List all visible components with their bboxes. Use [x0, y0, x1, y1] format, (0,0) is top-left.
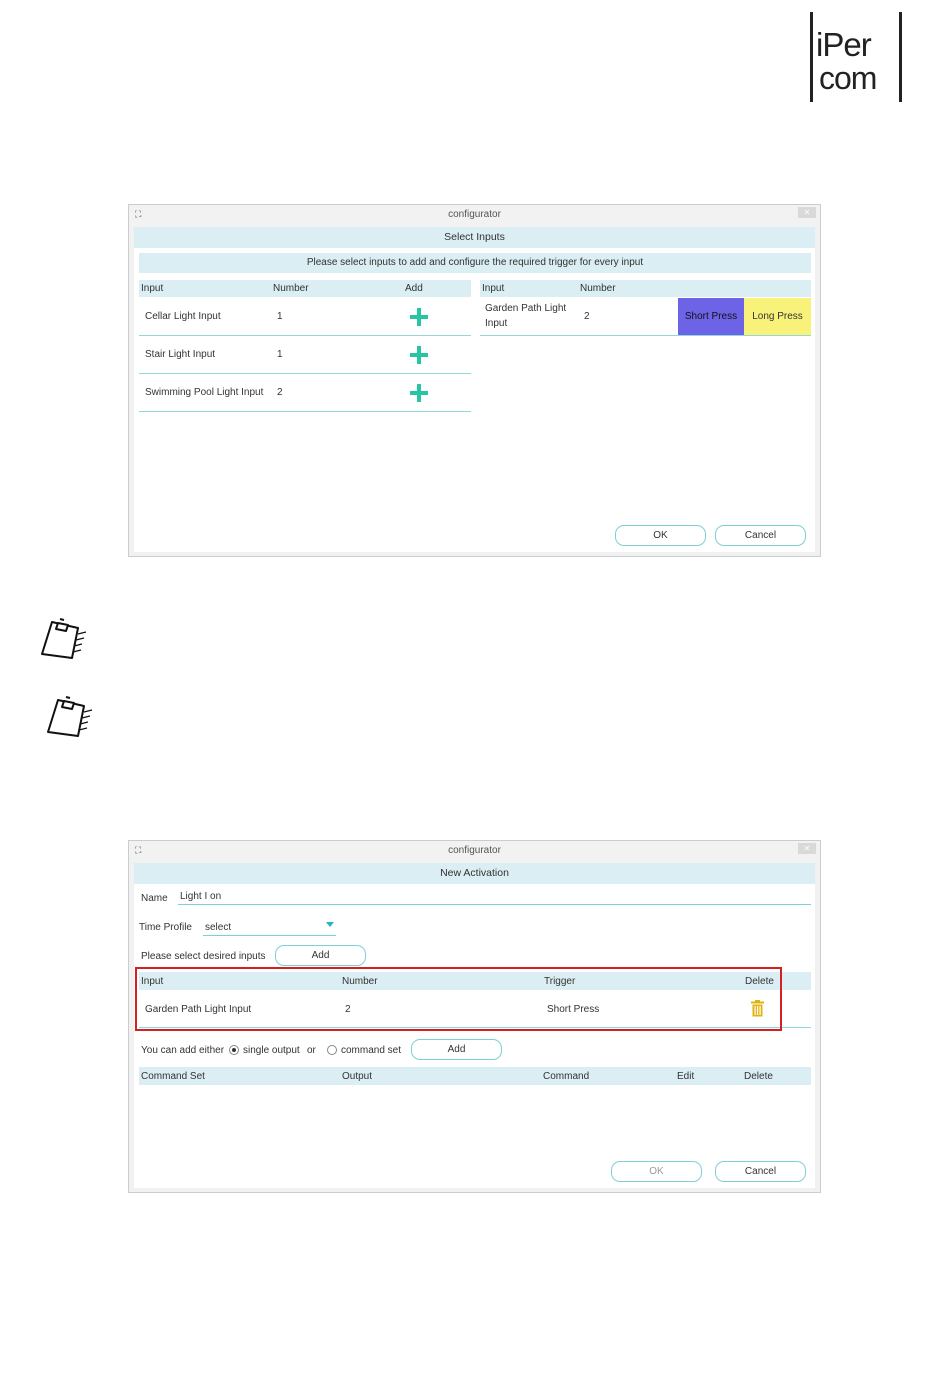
time-profile-value: select — [205, 922, 232, 933]
instruction-text: Please select inputs to add and configure the required trigger for every input — [306, 257, 644, 268]
column-command-set: Command Set — [141, 1071, 205, 1082]
short-press-label: Short Press — [684, 311, 738, 322]
column-add: Add — [405, 283, 423, 294]
new-activation-window — [128, 840, 821, 1193]
available-inputs-header — [139, 280, 471, 297]
long-press-label: Long Press — [752, 311, 803, 322]
logo-right-bar — [899, 12, 902, 102]
window-titlebar — [129, 841, 820, 863]
single-output-label: single output — [243, 1045, 300, 1056]
add-inputs-button[interactable]: Add — [275, 945, 366, 966]
input-name: Cellar Light Input — [145, 311, 221, 322]
row-divider — [480, 335, 811, 336]
input-number: 1 — [277, 349, 283, 360]
window-title: configurator — [448, 845, 501, 856]
app-icon: ⛶ — [135, 845, 142, 855]
name-field[interactable] — [178, 889, 811, 905]
or-label: or — [307, 1045, 316, 1056]
add-input-icon[interactable] — [410, 308, 428, 326]
short-press-button[interactable] — [678, 298, 744, 335]
input-name: Stair Light Input — [145, 349, 216, 360]
column-delete: Delete — [744, 1071, 773, 1082]
add-either-label: You can add either — [141, 1045, 225, 1056]
name-value: Light I on — [180, 891, 222, 902]
notepad-icon — [44, 692, 100, 740]
close-icon[interactable]: ✕ — [798, 843, 816, 854]
select-inputs-label: Please select desired inputs — [141, 951, 266, 962]
row-divider — [139, 411, 471, 412]
instruction-bar — [139, 253, 811, 273]
input-number: 2 — [277, 387, 283, 398]
dialog-content — [134, 227, 815, 552]
ipercom-logo — [808, 10, 904, 105]
single-output-radio[interactable] — [229, 1045, 239, 1055]
command-set-label: command set — [341, 1045, 402, 1056]
name-label: Name — [141, 893, 168, 904]
logo-text-line1: iPer — [816, 26, 871, 63]
logo-text-line2: com — [819, 60, 877, 96]
input-name-line2: Input — [485, 318, 508, 329]
ok-button[interactable]: OK — [611, 1161, 702, 1182]
selected-inputs-header — [480, 280, 811, 297]
add-input-icon[interactable] — [410, 384, 428, 402]
table-row — [139, 374, 471, 412]
selected-input-row — [480, 298, 811, 336]
commands-table-header — [139, 1067, 811, 1085]
column-number: Number — [273, 283, 309, 294]
app-icon: ⛶ — [135, 209, 142, 219]
radio-dot — [232, 1048, 236, 1052]
input-name-line1: Garden Path Light — [485, 303, 567, 314]
column-edit: Edit — [677, 1071, 695, 1082]
column-input: Input — [141, 976, 164, 987]
time-profile-label: Time Profile — [139, 922, 192, 933]
column-delete: Delete — [745, 976, 774, 987]
dialog-header: Select Inputs — [134, 227, 815, 248]
chevron-down-icon — [326, 922, 334, 927]
input-name: Swimming Pool Light Input — [145, 387, 264, 398]
window-title: configurator — [448, 209, 501, 220]
input-number: 2 — [345, 1004, 351, 1015]
column-input: Input — [141, 283, 164, 294]
column-number: Number — [342, 976, 378, 987]
input-number: 1 — [277, 311, 283, 322]
cancel-button[interactable]: Cancel — [715, 525, 806, 546]
dialog-header: New Activation — [134, 863, 815, 884]
window-titlebar — [129, 205, 820, 227]
highlight-box — [135, 967, 782, 1031]
add-input-icon[interactable] — [410, 346, 428, 364]
ok-button[interactable]: OK — [615, 525, 706, 546]
input-number: 2 — [584, 311, 590, 322]
cancel-button[interactable]: Cancel — [715, 1161, 806, 1182]
column-output: Output — [342, 1071, 373, 1082]
select-inputs-window — [128, 204, 821, 557]
column-command: Command — [543, 1071, 590, 1082]
add-output-button[interactable]: Add — [411, 1039, 502, 1060]
logo-left-bar — [810, 12, 813, 102]
dialog-content — [134, 863, 815, 1188]
close-icon[interactable]: ✕ — [798, 207, 816, 218]
table-row — [139, 336, 471, 374]
input-name: Garden Path Light Input — [145, 1004, 252, 1015]
column-number: Number — [580, 283, 616, 294]
input-trigger: Short Press — [547, 1004, 600, 1015]
column-trigger: Trigger — [544, 976, 576, 987]
command-set-radio[interactable] — [327, 1045, 337, 1055]
notepad-icon — [38, 614, 94, 662]
column-input: Input — [482, 283, 505, 294]
table-row — [139, 298, 471, 336]
time-profile-select[interactable] — [203, 919, 336, 936]
long-press-button[interactable] — [744, 298, 811, 335]
